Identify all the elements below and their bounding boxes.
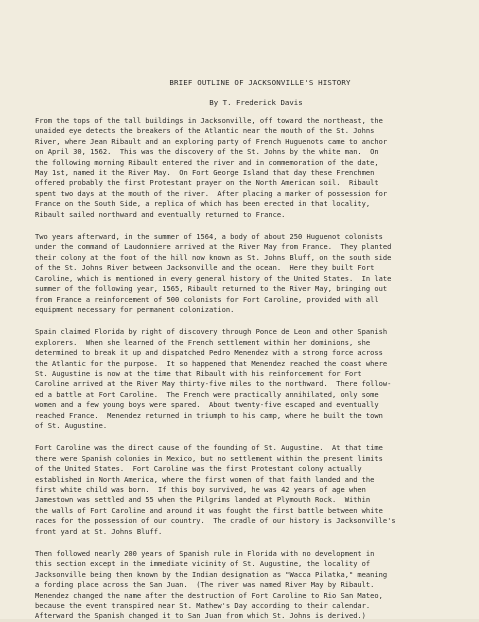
text-line: Jacksonville being then known by the Indian designation as "Wacca Pilatka," meaning: [35, 569, 388, 579]
text-line: From the tops of the tall buildings in Jacksonville, off toward the northeast, the: [35, 116, 383, 125]
text-line: Ribault sailed northward and eventually returned to France.: [35, 209, 286, 219]
text-line: Fort Caroline was the direct cause of the founding of St. Augustine. At that time: [35, 443, 383, 453]
text-line: ed a battle at Fort Caroline. The French were practically annihilated, only some: [35, 389, 379, 399]
text-line: the following morning Ribault entered the river and in commemoration of the date,: [35, 157, 379, 167]
text-line: May 1st, named it the River May. On Fort George Island that day these Frenchmen: [35, 168, 375, 178]
text-line: the walls of Fort Caroline and around it was fought the first battle between white: [35, 505, 383, 515]
text-line: explorers. When she learned of the French settlement within her dominions, she: [35, 337, 371, 347]
text-line: spent two days at the mouth of the river. After placing a marker of possession for: [35, 188, 388, 198]
text-line: River, where Jean Ribault and an exploring party of French Huguenots came to anchor: [35, 136, 388, 146]
text-line: of the St. Johns River between Jacksonville and the ocean. Here they built Fort: [35, 263, 375, 273]
text-line: equipment necessary for permanent colonization.: [35, 304, 235, 314]
author-byline: By T. Frederick Davis: [209, 98, 303, 107]
text-line: front yard at St. Johns Bluff.: [35, 526, 163, 536]
paragraph: [35, 232, 467, 315]
text-line: reached France. Menendez returned in triumph to his camp, where he built the town: [35, 410, 383, 420]
text-line: because the event transpired near St. Mathew's Day according to their calendar.: [35, 601, 371, 611]
text-line: of the United States. Fort Caroline was the first Protestant colony actually: [35, 464, 362, 474]
text-line: women and a few young boys were spared. About twenty-five escaped and eventually: [35, 400, 379, 410]
text-line: France on the South Side, a replica of which has been erected in that locality,: [35, 199, 371, 209]
text-line: their colony at the foot of the hill now known as St. Johns Bluff, on the south side: [35, 252, 392, 262]
text-line: the Atlantic for the purpose. It so happened that Menendez reached the coast where: [35, 358, 388, 368]
text-line: summer of the following year, 1565, Ribault returned to the River May, bringing out: [35, 284, 388, 294]
text-line: Then followed nearly 200 years of Spanish rule in Florida with no development in: [35, 549, 375, 559]
text-line: Caroline, which is mentioned in every general history of the United States. In late: [35, 273, 392, 283]
paragraph: [35, 116, 467, 220]
text-line: St. Augustine is now at the time that Ribault with his reinforcement for Fort: [35, 368, 362, 378]
text-line: Menendez changed the name after the destruction of Fort Caroline to Rio San Mateo,: [35, 590, 383, 600]
paragraph: [35, 443, 467, 537]
text-line: Spain claimed Florida by right of discovery through Ponce de Leon and other Spanish: [35, 327, 388, 337]
text-line: races for the possession of our country. The cradle of our history is Jacksonville's: [35, 516, 396, 526]
text-line: a fording place across the San Juan. (The river was named River May by Ribault.: [35, 580, 375, 590]
paragraph: [35, 549, 467, 622]
text-line: from France a reinforcement of 500 colonists for Fort Caroline, provided with all: [35, 294, 379, 304]
text-line: established in North America, where the first women of that faith landed and the: [35, 474, 375, 484]
text-line: first white child was born. If this boy survived, he was 42 years of age when: [35, 485, 366, 494]
text-line: there were Spanish colonies in Mexico, but no settlement within the present limits: [35, 453, 383, 463]
text-line: Two years afterward, in the summer of 1564, a body of about 250 Huguenot colonists: [35, 232, 383, 242]
document-body: [35, 116, 467, 622]
text-line: of St. Augustine.: [35, 420, 108, 430]
text-line: Caroline arrived at the River May thirty-five miles to the northward. There follow-: [35, 379, 392, 389]
text-line: offered probably the first Protestant prayer on the North American soil. Ribault: [35, 178, 379, 188]
text-line: this section except in the immediate vicinity of St. Augustine, the locality of: [35, 559, 371, 569]
document-title: BRIEF OUTLINE OF JACKSONVILLE'S HISTORY: [169, 78, 351, 87]
paragraph: [35, 327, 467, 431]
text-line: under the command of Laudonniere arrived at the River May from France. They planted: [35, 242, 392, 252]
text-line: Afterward the Spanish changed it to San Juan from which St. Johns is derived.): [35, 611, 366, 621]
text-line: on April 30, 1562. This was the discovery of the St. Johns by the white man. On: [35, 147, 379, 157]
text-line: Jamestown was settled and 55 when the Pilgrims landed at Plymouth Rock. Within: [35, 495, 371, 505]
text-line: unaided eye detects the breakers of the Atlantic near the mouth of the St. Johns: [35, 126, 375, 136]
text-line: determined to break it up and dispatched Pedro Menendez with a strong force across: [35, 348, 383, 358]
